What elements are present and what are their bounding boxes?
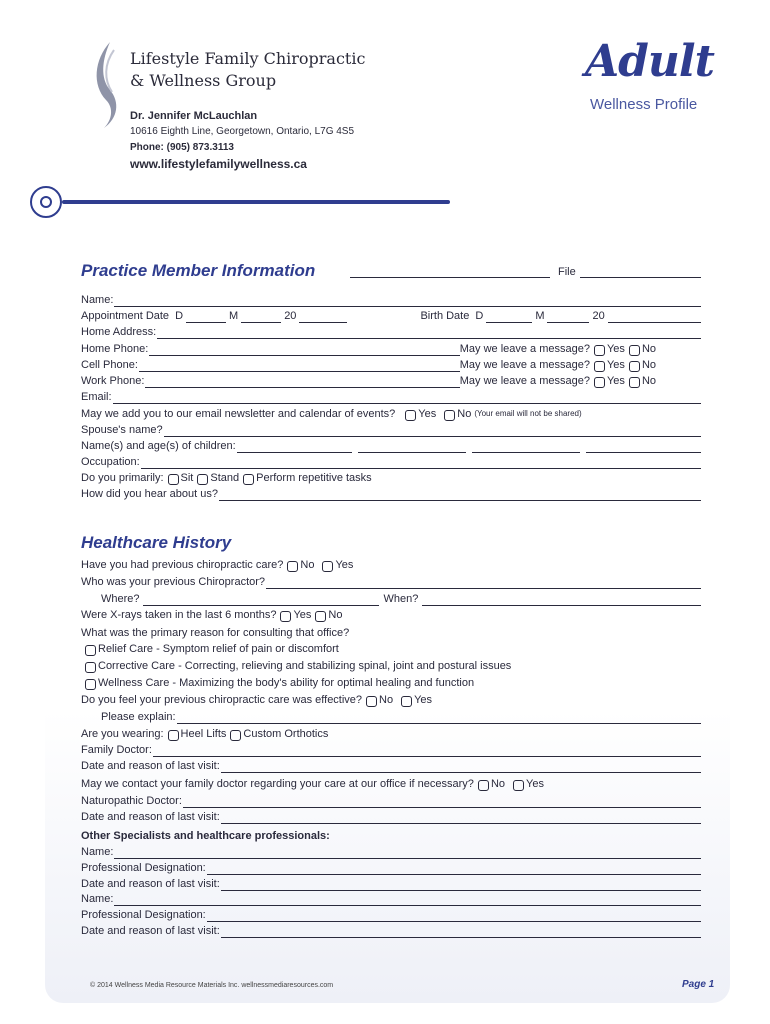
email-field[interactable] [113, 393, 701, 404]
where-label: Where? [101, 593, 140, 605]
yes-label: Yes [418, 408, 437, 420]
yes-label: Yes [335, 559, 354, 571]
section-title-practice: Practice Member Information [81, 261, 316, 280]
family-last-visit-row [81, 757, 701, 773]
profile-subtitle: Wellness Profile [590, 96, 698, 113]
yes-label: Yes [606, 343, 625, 355]
work-phone-label: Work Phone: [81, 375, 145, 387]
specialist-1-last-visit-row [81, 875, 701, 891]
naturopathic-row [81, 792, 701, 808]
occupation-label: Occupation: [81, 456, 140, 468]
hear-about-row [81, 485, 701, 501]
repetitive-label: Perform repetitive tasks [256, 472, 372, 484]
naturopathic-last-visit-row [81, 808, 701, 824]
contact-doctor-label: May we contact your family doctor regarding your care at our office if necessary? [81, 778, 474, 790]
clinic-name: Lifestyle Family Chiropractic & Wellness Group [130, 49, 366, 90]
home-address-row [81, 323, 701, 339]
previous-chiro-label: Have you had previous chiropractic care? [81, 559, 284, 571]
title-underline [350, 277, 550, 278]
stand-label: Stand [210, 472, 240, 484]
profile-title: Adult [585, 36, 714, 87]
specialist-2-name-field[interactable] [114, 895, 701, 906]
work-message-yes-checkbox[interactable] [594, 377, 605, 388]
specialist-name-label: Name: [81, 846, 114, 858]
hear-about-label: How did you hear about us? [81, 488, 218, 500]
newsletter-yes-checkbox[interactable] [405, 410, 416, 421]
home-phone-row [81, 340, 701, 356]
effective-label: Do you feel your previous chiropractic care was effective? [81, 694, 363, 706]
other-specialists-row [81, 827, 701, 843]
birth-date-label: Birth Date [420, 310, 470, 322]
logo-swoosh-icon [92, 40, 122, 130]
appt-day-field[interactable] [186, 312, 226, 323]
heel-lifts-label: Heel Lifts [180, 728, 227, 740]
previous-chiro-row [81, 556, 701, 572]
cell-phone-label: Cell Phone: [81, 359, 138, 371]
relief-care-row [81, 640, 701, 656]
specialist-1-designation-row [81, 859, 701, 875]
email-row [81, 388, 701, 404]
work-phone-field[interactable] [145, 377, 459, 388]
name-label: Name: [81, 294, 114, 306]
designation-label: Professional Designation: [81, 909, 206, 921]
home-phone-field[interactable] [149, 345, 459, 356]
children-label: Name(s) and age(s) of children: [81, 440, 236, 452]
work-phone-row [81, 372, 701, 388]
newsletter-row [81, 405, 701, 421]
children-row [81, 437, 701, 453]
heel-lifts-checkbox[interactable] [168, 730, 179, 741]
no-label: No [457, 408, 472, 420]
cell-phone-field[interactable] [139, 361, 460, 372]
home-message-yes-checkbox[interactable] [594, 345, 605, 356]
dot-icon [40, 196, 52, 208]
specialist-name-label: Name: [81, 893, 114, 905]
last-visit-label: Date and reason of last visit: [81, 760, 220, 772]
work-message-no-checkbox[interactable] [629, 377, 640, 388]
sit-checkbox[interactable] [168, 474, 179, 485]
corrective-care-checkbox[interactable] [85, 662, 96, 673]
cell-message-yes-checkbox[interactable] [594, 361, 605, 372]
effective-yes-checkbox[interactable] [401, 696, 412, 707]
primary-reason-label: What was the primary reason for consulting that office? [81, 627, 350, 639]
spouse-label: Spouse's name? [81, 424, 163, 436]
contact-no-checkbox[interactable] [478, 780, 489, 791]
leave-message-label: May we leave a message? [459, 375, 590, 387]
where-when-row [81, 590, 701, 606]
occupation-row [81, 453, 701, 469]
name-row [81, 291, 701, 307]
explain-field[interactable] [177, 713, 701, 724]
no-label: No [641, 359, 656, 371]
wellness-care-label: Wellness Care - Maximizing the body's ability for optimal healing and function [98, 677, 475, 689]
when-field[interactable] [422, 595, 701, 606]
designation-label: Professional Designation: [81, 862, 206, 874]
email-note: (Your email will not be shared) [474, 409, 582, 418]
doctor-name: Dr. Jennifer McLauchlan [130, 110, 258, 122]
specialist-2-designation-row [81, 906, 701, 922]
family-doctor-row [81, 741, 701, 757]
no-label: No [641, 343, 656, 355]
appt-m-label: M [229, 310, 239, 322]
clinic-address: 10616 Eighth Line, Georgetown, Ontario, L7G 4S5 [130, 126, 355, 137]
explain-row [81, 708, 701, 724]
no-label: No [641, 375, 656, 387]
last-visit-label: Date and reason of last visit: [81, 878, 220, 890]
home-address-label: Home Address: [81, 326, 157, 338]
wellness-care-checkbox[interactable] [85, 679, 96, 690]
no-label: No [379, 694, 394, 706]
header-rule [62, 200, 450, 204]
child-2-field[interactable] [358, 442, 466, 453]
explain-label: Please explain: [101, 711, 176, 723]
contact-doctor-row [81, 775, 701, 791]
family-doctor-label: Family Doctor: [81, 744, 152, 756]
corrective-care-label: Corrective Care - Correcting, relieving and stabilizing spinal, joint and postural issues [98, 660, 512, 672]
specialist-1-name-row [81, 843, 701, 859]
who-chiro-row [81, 573, 701, 589]
leave-message-label: May we leave a message? [459, 359, 590, 371]
last-visit-label: Date and reason of last visit: [81, 811, 220, 823]
who-chiro-label: Who was your previous Chiropractor? [81, 576, 266, 588]
previous-chiro-yes-checkbox[interactable] [322, 561, 333, 572]
primarily-label: Do you primarily: [81, 472, 164, 484]
appt-yr-label: 20 [284, 310, 297, 322]
orthotics-checkbox[interactable] [230, 730, 241, 741]
file-field[interactable] [580, 277, 701, 278]
yes-label: Yes [606, 359, 625, 371]
newsletter-label: May we add you to our email newsletter and calendar of events? [81, 408, 396, 420]
xrays-no-checkbox[interactable] [315, 611, 326, 622]
naturopathic-label: Naturopathic Doctor: [81, 795, 182, 807]
home-phone-label: Home Phone: [81, 343, 149, 355]
no-label: No [328, 609, 343, 621]
wellness-care-row [81, 674, 701, 690]
home-address-field[interactable] [157, 328, 701, 339]
sit-label: Sit [180, 472, 194, 484]
xrays-label: Were X-rays taken in the last 6 months? [81, 609, 277, 621]
email-label: Email: [81, 391, 112, 403]
corrective-care-row [81, 657, 701, 673]
spouse-field[interactable] [164, 426, 701, 437]
appt-month-field[interactable] [241, 312, 281, 323]
child-1-field[interactable] [237, 442, 352, 453]
specialist-1-designation-field[interactable] [207, 864, 701, 875]
no-label: No [490, 778, 505, 790]
clinic-website[interactable]: www.lifestylefamilywellness.ca [130, 157, 307, 171]
specialist-2-last-visit-field[interactable] [221, 927, 701, 938]
file-label: File [558, 266, 576, 278]
home-message-no-checkbox[interactable] [629, 345, 640, 356]
where-field[interactable] [143, 595, 379, 606]
appt-d-label: D [175, 310, 184, 322]
primary-reason-row [81, 624, 701, 640]
no-label: No [300, 559, 315, 571]
effective-no-checkbox[interactable] [366, 696, 377, 707]
xrays-row [81, 606, 701, 622]
birth-m-label: M [535, 310, 545, 322]
specialist-1-name-field[interactable] [114, 848, 701, 859]
repetitive-checkbox[interactable] [243, 474, 254, 485]
last-visit-label: Date and reason of last visit: [81, 925, 220, 937]
clinic-phone: Phone: (905) 873.3113 [130, 142, 234, 153]
cell-message-no-checkbox[interactable] [629, 361, 640, 372]
birth-yr-label: 20 [592, 310, 605, 322]
relief-care-label: Relief Care - Symptom relief of pain or discomfort [98, 643, 339, 655]
yes-label: Yes [293, 609, 312, 621]
effective-row [81, 691, 701, 707]
yes-label: Yes [414, 694, 433, 706]
dates-row [81, 307, 701, 323]
previous-chiro-no-checkbox[interactable] [287, 561, 298, 572]
specialist-2-designation-field[interactable] [207, 911, 701, 922]
wearing-row [81, 725, 701, 741]
section-title-history: Healthcare History [81, 533, 232, 552]
birth-month-field[interactable] [547, 312, 589, 323]
hear-about-field[interactable] [219, 490, 701, 501]
specialist-2-last-visit-row [81, 922, 701, 938]
yes-label: Yes [526, 778, 544, 790]
birth-year-field[interactable] [608, 312, 701, 323]
relief-care-checkbox[interactable] [85, 645, 96, 656]
page-number: Page 1 [682, 979, 715, 990]
primarily-row [81, 469, 701, 485]
xrays-yes-checkbox[interactable] [280, 611, 291, 622]
who-chiro-field[interactable] [266, 578, 701, 589]
stand-checkbox[interactable] [197, 474, 208, 485]
birth-d-label: D [475, 310, 484, 322]
wearing-label: Are you wearing: [81, 728, 164, 740]
newsletter-no-checkbox[interactable] [444, 410, 455, 421]
family-doctor-field[interactable] [153, 746, 701, 757]
name-field[interactable] [114, 296, 701, 307]
other-specialists-label: Other Specialists and healthcare professionals: [81, 830, 330, 842]
when-label: When? [383, 593, 419, 605]
spouse-row [81, 421, 701, 437]
family-last-visit-field[interactable] [221, 762, 701, 773]
appt-year-field[interactable] [299, 312, 347, 323]
appt-date-label: Appointment Date [81, 310, 170, 322]
orthotics-label: Custom Orthotics [243, 728, 329, 740]
child-4-field[interactable] [586, 442, 701, 453]
child-3-field[interactable] [472, 442, 580, 453]
naturopathic-field[interactable] [183, 797, 701, 808]
specialist-2-name-row [81, 890, 701, 906]
birth-day-field[interactable] [486, 312, 532, 323]
contact-yes-checkbox[interactable] [513, 780, 524, 791]
leave-message-label: May we leave a message? [459, 343, 590, 355]
naturopathic-last-visit-field[interactable] [221, 813, 701, 824]
occupation-field[interactable] [141, 458, 701, 469]
footer-copyright: © 2014 Wellness Media Resource Materials Inc. wellnessmediaresources.com [90, 982, 334, 989]
cell-phone-row [81, 356, 701, 372]
yes-label: Yes [606, 375, 625, 387]
